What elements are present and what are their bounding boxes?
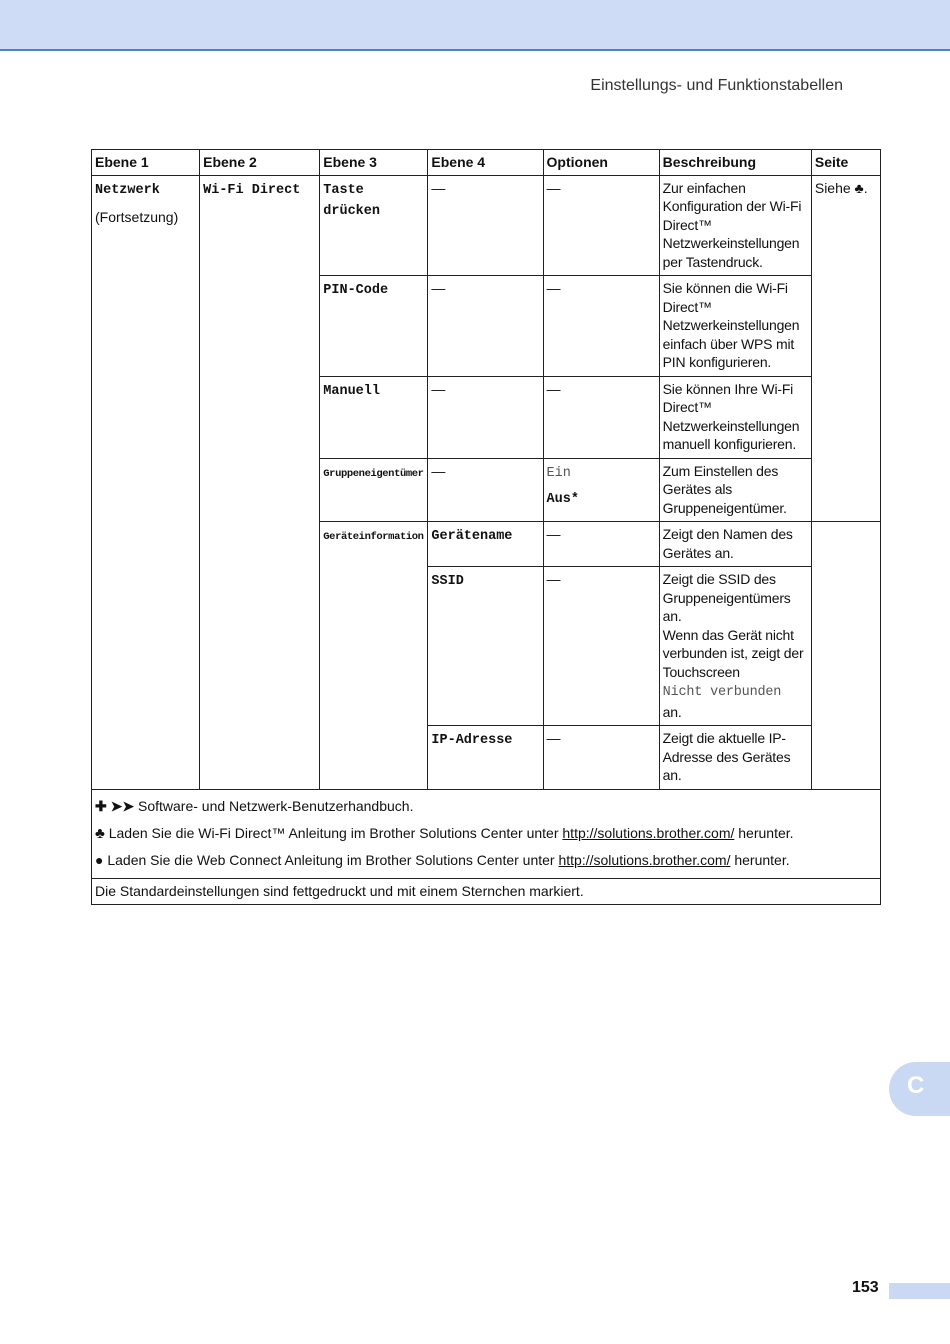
level2-name: Wi-Fi Direct: [203, 182, 301, 198]
club-icon: ♣: [95, 824, 105, 842]
header-band: [0, 0, 950, 51]
col-header-ebene4: Ebene 4: [428, 150, 543, 176]
option-ein: Ein: [546, 465, 571, 481]
level2-cell: [200, 175, 320, 789]
description-cell: Zum Einstellen des Gerätes als Gruppeneigentümer.: [659, 458, 811, 522]
col-header-ebene1: Ebene 1: [92, 150, 200, 176]
description-cell: Sie können die Wi-Fi Direct™ Netzwerkeinstellungen einfach über WPS mit PIN konfigurieren.: [659, 276, 811, 377]
col-header-ebene3: Ebene 3: [320, 150, 428, 176]
level3-cell: PIN-Code: [320, 276, 428, 377]
description-cell: Zeigt den Namen des Gerätes an.: [659, 522, 811, 567]
level3-cell: Manuell: [320, 376, 428, 458]
defaults-note: Die Standardeinstellungen sind fettgedruckt und mit einem Sternchen markiert.: [92, 878, 881, 905]
options-cell: —: [543, 567, 659, 726]
table-header-row: [92, 150, 881, 176]
table-row: [92, 175, 881, 276]
description-cell: Zeigt die SSID des Gruppeneigentümers an. Wenn das Gerät nicht verbunden ist, zeigt der Touchscreen Nicht verbunden an.: [659, 567, 811, 726]
level1-name: Netzwerk: [95, 182, 160, 198]
level4-cell: —: [428, 458, 543, 522]
page-number: 153: [852, 1279, 879, 1296]
description-cell: Sie können Ihre Wi-Fi Direct™ Netzwerkeinstellungen manuell konfigurieren.: [659, 376, 811, 458]
level1-cell: [92, 175, 200, 789]
footnote-web-connect: ● Laden Sie die Web Connect Anleitung im Brother Solutions Center unter http://solutions.brother.com/ herunter.: [95, 851, 790, 868]
level3-cell: Gruppeneigentümer: [320, 458, 428, 522]
status-text-nicht-verbunden: Nicht verbunden: [662, 685, 782, 700]
description-cell: Zur einfachen Konfiguration der Wi-Fi Direct™ Netzwerkeinstellungen per Tastendruck.: [659, 175, 811, 276]
footnotes-cell: [92, 789, 881, 878]
page-ref-cell-empty: [811, 522, 880, 790]
page-ref-cell: Siehe ♣.: [811, 175, 880, 522]
col-header-seite: Seite: [811, 150, 880, 176]
plus-arrows-icon: ✚ ➤➤: [95, 797, 135, 814]
bullet-icon: ●: [95, 851, 104, 868]
defaults-row: [92, 878, 881, 905]
options-cell: [543, 458, 659, 522]
solutions-link[interactable]: http://solutions.brother.com/: [562, 824, 735, 841]
level4-cell: SSID: [428, 567, 543, 726]
running-title: Einstellungs- und Funktionstabellen: [590, 77, 843, 94]
options-cell: —: [543, 276, 659, 377]
level1-continued: (Fortsetzung): [95, 209, 179, 225]
page-number-bar: [889, 1283, 950, 1299]
options-cell: —: [543, 376, 659, 458]
description-cell: Zeigt die aktuelle IP-Adresse des Gerätes an.: [659, 726, 811, 790]
notes-row: [92, 789, 881, 878]
level4-cell: —: [428, 276, 543, 377]
level4-cell: IP-Adresse: [428, 726, 543, 790]
col-header-optionen: Optionen: [543, 150, 659, 176]
options-cell: —: [543, 726, 659, 790]
settings-table: [91, 149, 881, 905]
level4-cell: —: [428, 376, 543, 458]
options-cell: —: [543, 175, 659, 276]
level3-cell: Taste drücken: [320, 175, 428, 276]
chapter-tab: C: [889, 1062, 950, 1116]
level4-cell: Gerätename: [428, 522, 543, 567]
footnote-wifi-direct: ♣ Laden Sie die Wi-Fi Direct™ Anleitung im Brother Solutions Center unter http://solutions.brother.com/ herunter.: [95, 824, 794, 842]
level4-cell: —: [428, 175, 543, 276]
options-cell: —: [543, 522, 659, 567]
footnote-manual: ✚ ➤➤ Software- und Netzwerk-Benutzerhandbuch.: [95, 797, 414, 814]
solutions-link[interactable]: http://solutions.brother.com/: [558, 851, 731, 868]
col-header-ebene2: Ebene 2: [200, 150, 320, 176]
level3-cell: Geräteinformation: [320, 522, 428, 790]
col-header-beschreibung: Beschreibung: [659, 150, 811, 176]
option-aus-default: Aus*: [546, 492, 579, 507]
